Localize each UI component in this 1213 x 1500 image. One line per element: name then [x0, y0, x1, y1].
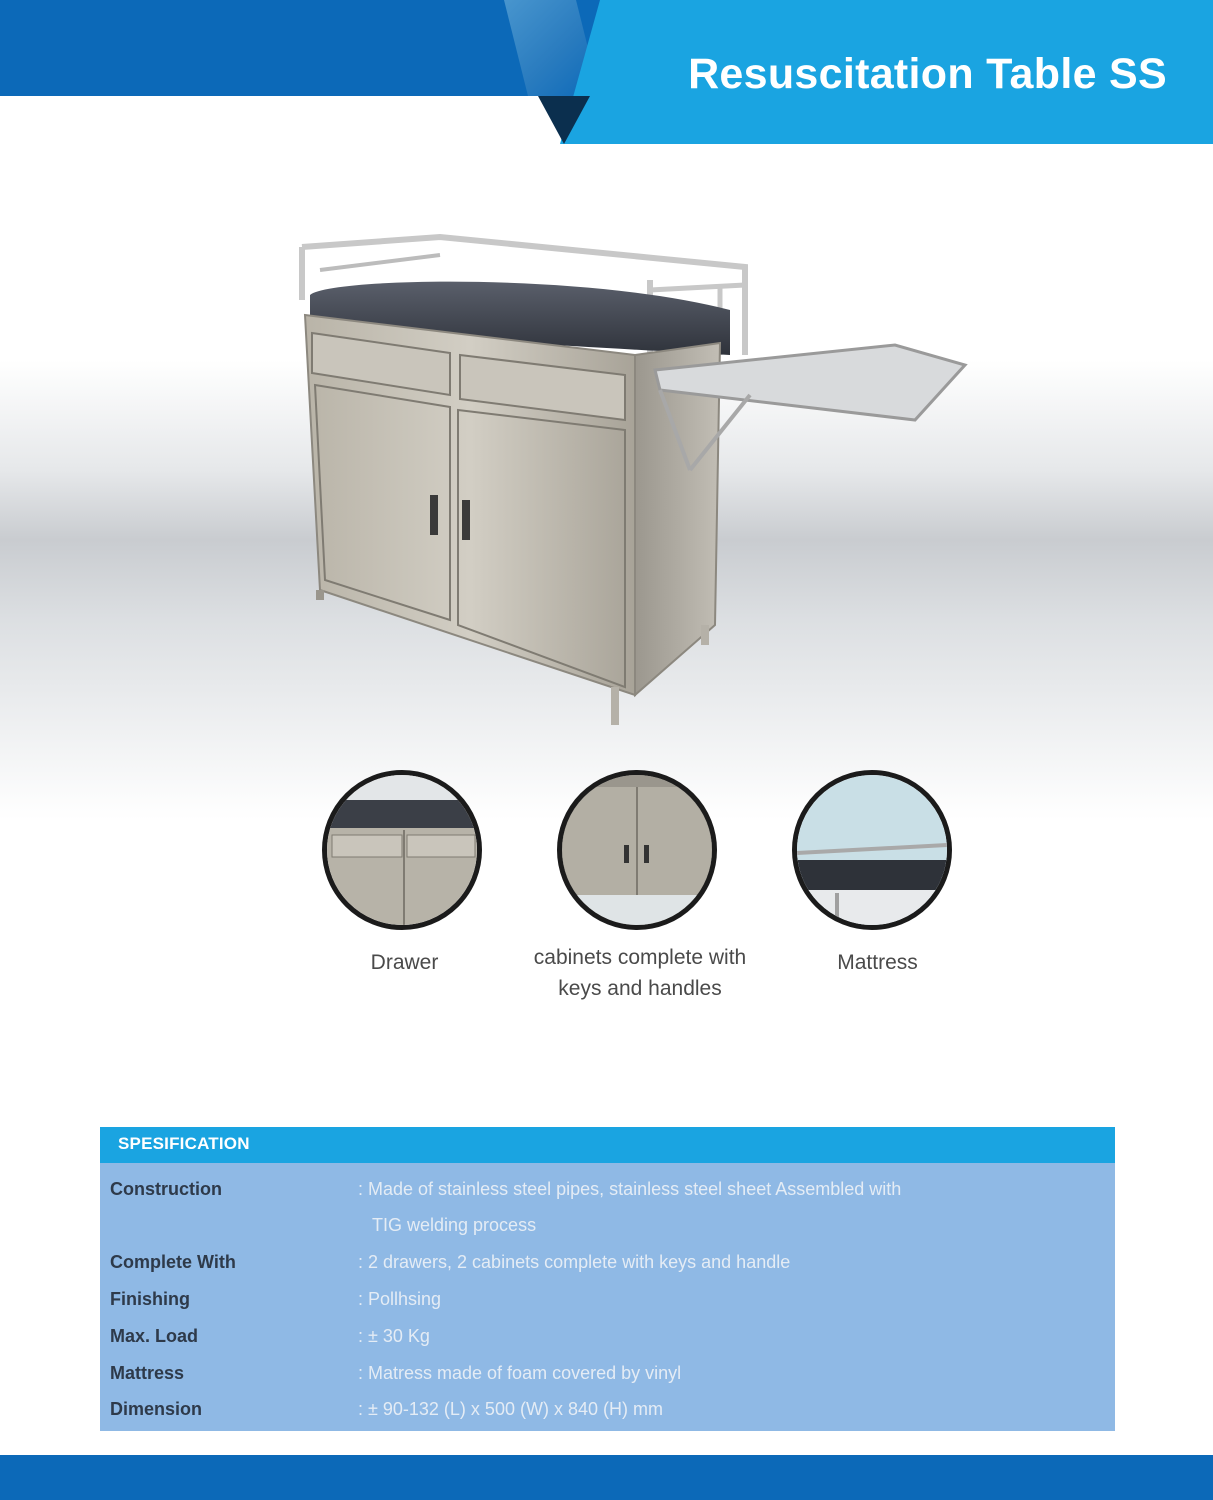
footer-band — [0, 1455, 1213, 1500]
cabinet-caption: cabinets complete with keys and handles — [533, 946, 747, 1000]
spec-header — [100, 1127, 1115, 1163]
spec-label-dimension: Dimension — [110, 1399, 203, 1419]
spec-label-complete-with: Complete With — [110, 1252, 236, 1272]
page-title: Resuscitation Table SS — [688, 50, 1167, 98]
spec-value-max-load: : ± 30 Kg — [358, 1326, 430, 1346]
mattress-detail-image — [792, 770, 952, 930]
spec-value-construction-cont: TIG welding process — [372, 1215, 537, 1235]
spec-value-dimension: : ± 90-132 (L) x 500 (W) x 840 (H) mm — [358, 1399, 663, 1419]
spec-value-construction: : Made of stainless steel pipes, stainless steel sheet Assembled with — [358, 1179, 902, 1199]
drawer-detail-image — [322, 770, 482, 930]
product-image — [290, 225, 980, 735]
spec-table — [100, 1163, 1115, 1431]
spec-value-mattress: : Matress made of foam covered by vinyl — [358, 1363, 682, 1383]
spec-label-finishing: Finishing — [110, 1289, 190, 1309]
spec-value-complete-with: : 2 drawers, 2 cabinets complete with keys and handle — [358, 1252, 791, 1272]
spec-title: SPESIFICATION — [118, 1134, 250, 1153]
spec-label-construction: Construction — [110, 1179, 222, 1199]
cabinet-detail-image — [557, 770, 717, 930]
drawer-caption: Drawer — [370, 951, 439, 974]
spec-label-mattress: Mattress — [110, 1363, 185, 1383]
mattress-caption: Mattress — [837, 951, 918, 974]
spec-value-finishing: : Pollhsing — [358, 1289, 442, 1309]
spec-label-max-load: Max. Load — [110, 1326, 199, 1346]
